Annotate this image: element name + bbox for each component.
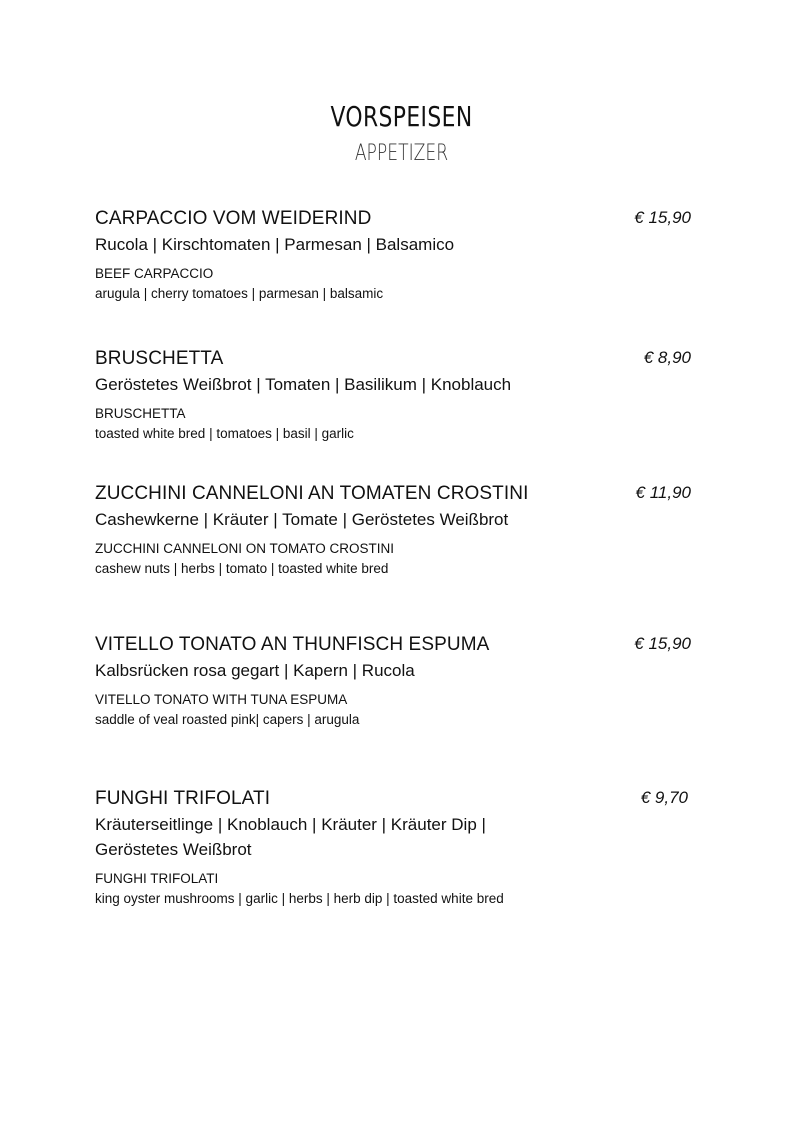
menu-item-carpaccio — [95, 206, 695, 304]
item-description: Kräuterseitlinge | Knoblauch | Kräuter | Kräuter Dip | Geröstetes Weißbrot — [95, 815, 486, 859]
item-english-name: FUNGHI TRIFOLATI — [95, 871, 219, 886]
item-price: € 15,90 — [634, 208, 691, 227]
item-english-description: arugula | cherry tomatoes | parmesan | balsamic — [95, 286, 384, 301]
item-english-description: toasted white bred | tomatoes | basil | garlic — [95, 426, 354, 441]
item-name: CARPACCIO VOM WEIDERIND — [95, 208, 372, 229]
item-english-description: cashew nuts | herbs | tomato | toasted white bred — [95, 561, 389, 576]
item-price: € 11,90 — [635, 483, 691, 502]
item-english-description: saddle of veal roasted pink| capers | arugula — [95, 712, 360, 727]
menu-item-funghi-trifolati — [95, 786, 695, 909]
item-name: BRUSCHETTA — [95, 348, 224, 369]
item-name: VITELLO TONATO AN THUNFISCH ESPUMA — [95, 634, 490, 655]
page-subtitle: APPETIZER — [354, 141, 449, 166]
item-description: Rucola | Kirschtomaten | Parmesan | Balsamico — [95, 235, 455, 254]
item-english-name: VITELLO TONATO WITH TUNA ESPUMA — [95, 692, 348, 707]
menu-item-vitello-tonato — [95, 632, 695, 730]
item-price: € 9,70 — [640, 788, 688, 807]
item-name: FUNGHI TRIFOLATI — [95, 788, 271, 809]
item-description: Kalbsrücken rosa gegart | Kapern | Rucola — [95, 661, 415, 680]
menu-header — [0, 98, 793, 169]
menu-item-zucchini-canneloni — [95, 481, 695, 579]
item-description: Cashewkerne | Kräuter | Tomate | Geröstetes Weißbrot — [95, 510, 509, 529]
item-english-description: king oyster mushrooms | garlic | herbs | herb dip | toasted white bred — [95, 891, 504, 906]
item-description: Geröstetes Weißbrot | Tomaten | Basilikum | Knoblauch — [95, 375, 512, 394]
page-title: VORSPEISEN — [330, 100, 473, 133]
item-english-name: ZUCCHINI CANNELONI ON TOMATO CROSTINI — [95, 541, 395, 556]
item-price: € 8,90 — [643, 348, 691, 367]
menu-item-bruschetta — [95, 346, 695, 444]
item-name: ZUCCHINI CANNELONI AN TOMATEN CROSTINI — [95, 483, 529, 504]
item-english-name: BEEF CARPACCIO — [95, 266, 214, 281]
item-price: € 15,90 — [634, 634, 691, 653]
item-english-name: BRUSCHETTA — [95, 406, 186, 421]
